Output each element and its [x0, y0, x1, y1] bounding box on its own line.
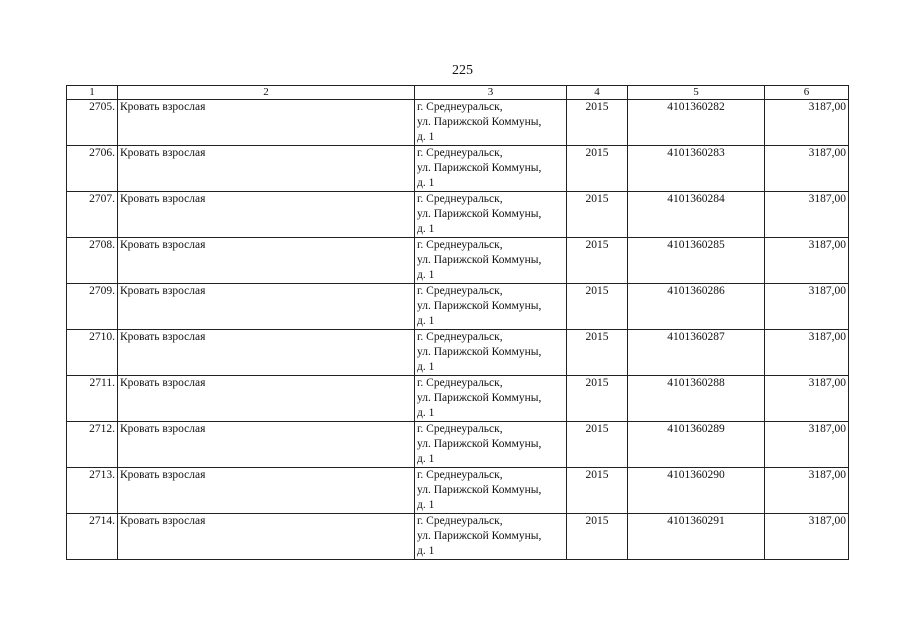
- column-header-3: 3: [415, 86, 567, 100]
- inventory-number: 4101360283: [628, 146, 765, 192]
- address-street: ул. Парижской Коммуны,: [417, 116, 542, 128]
- table-row: [67, 100, 849, 146]
- item-name: Кровать взрослая: [118, 192, 415, 238]
- item-year: 2015: [567, 376, 628, 422]
- item-cost: 3187,00: [765, 376, 849, 422]
- address-building: д. 1: [417, 499, 435, 511]
- inventory-number: 4101360291: [628, 514, 765, 560]
- row-number: 2707.: [67, 192, 118, 238]
- item-cost: 3187,00: [765, 146, 849, 192]
- address-city: г. Среднеуральск,: [417, 331, 503, 343]
- table-row: [67, 238, 849, 284]
- item-name: Кровать взрослая: [118, 284, 415, 330]
- item-year: 2015: [567, 330, 628, 376]
- row-number: 2713.: [67, 468, 118, 514]
- table-row: [67, 514, 849, 560]
- row-number: 2714.: [67, 514, 118, 560]
- address-city: г. Среднеуральск,: [417, 377, 503, 389]
- item-name: Кровать взрослая: [118, 422, 415, 468]
- header-row: [67, 86, 849, 100]
- address-street: ул. Парижской Коммуны,: [417, 162, 542, 174]
- page-number: 225: [452, 63, 473, 78]
- item-name: Кровать взрослая: [118, 376, 415, 422]
- address-building: д. 1: [417, 177, 435, 189]
- table-row: [67, 330, 849, 376]
- address-city: г. Среднеуральск,: [417, 423, 503, 435]
- item-address: [415, 238, 567, 284]
- inventory-number: 4101360286: [628, 284, 765, 330]
- address-building: д. 1: [417, 223, 435, 235]
- address-city: г. Среднеуральск,: [417, 147, 503, 159]
- item-year: 2015: [567, 100, 628, 146]
- address-building: д. 1: [417, 545, 435, 557]
- address-city: г. Среднеуральск,: [417, 239, 503, 251]
- inventory-number: 4101360282: [628, 100, 765, 146]
- item-year: 2015: [567, 192, 628, 238]
- row-number: 2709.: [67, 284, 118, 330]
- address-building: д. 1: [417, 269, 435, 281]
- address-street: ул. Парижской Коммуны,: [417, 392, 542, 404]
- table-row: [67, 468, 849, 514]
- column-header-5: 5: [628, 86, 765, 100]
- item-year: 2015: [567, 238, 628, 284]
- item-address: [415, 330, 567, 376]
- address-street: ул. Парижской Коммуны,: [417, 300, 542, 312]
- column-header-4: 4: [567, 86, 628, 100]
- item-cost: 3187,00: [765, 192, 849, 238]
- row-number: 2711.: [67, 376, 118, 422]
- table-row: [67, 284, 849, 330]
- property-registry-table: [66, 85, 849, 560]
- address-building: д. 1: [417, 361, 435, 373]
- item-year: 2015: [567, 146, 628, 192]
- item-address: [415, 376, 567, 422]
- address-building: д. 1: [417, 315, 435, 327]
- item-name: Кровать взрослая: [118, 514, 415, 560]
- item-address: [415, 192, 567, 238]
- address-building: д. 1: [417, 407, 435, 419]
- item-address: [415, 146, 567, 192]
- table-row: [67, 422, 849, 468]
- item-cost: 3187,00: [765, 422, 849, 468]
- address-street: ул. Парижской Коммуны,: [417, 346, 542, 358]
- table-row: [67, 146, 849, 192]
- column-header-6: 6: [765, 86, 849, 100]
- address-city: г. Среднеуральск,: [417, 285, 503, 297]
- table-header: [67, 86, 849, 100]
- address-city: г. Среднеуральск,: [417, 101, 503, 113]
- address-street: ул. Парижской Коммуны,: [417, 484, 542, 496]
- inventory-number: 4101360290: [628, 468, 765, 514]
- table-row: [67, 192, 849, 238]
- item-address: [415, 514, 567, 560]
- address-street: ул. Парижской Коммуны,: [417, 438, 542, 450]
- item-cost: 3187,00: [765, 284, 849, 330]
- item-cost: 3187,00: [765, 238, 849, 284]
- column-header-2: 2: [118, 86, 415, 100]
- column-header-1: 1: [67, 86, 118, 100]
- item-name: Кровать взрослая: [118, 100, 415, 146]
- row-number: 2712.: [67, 422, 118, 468]
- inventory-number: 4101360287: [628, 330, 765, 376]
- item-address: [415, 422, 567, 468]
- inventory-number: 4101360284: [628, 192, 765, 238]
- table-body: [67, 100, 849, 560]
- address-city: г. Среднеуральск,: [417, 469, 503, 481]
- item-name: Кровать взрослая: [118, 468, 415, 514]
- address-building: д. 1: [417, 131, 435, 143]
- address-street: ул. Парижской Коммуны,: [417, 208, 542, 220]
- item-address: [415, 468, 567, 514]
- inventory-number: 4101360285: [628, 238, 765, 284]
- address-city: г. Среднеуральск,: [417, 193, 503, 205]
- item-name: Кровать взрослая: [118, 146, 415, 192]
- inventory-number: 4101360288: [628, 376, 765, 422]
- item-name: Кровать взрослая: [118, 330, 415, 376]
- inventory-number: 4101360289: [628, 422, 765, 468]
- row-number: 2705.: [67, 100, 118, 146]
- row-number: 2708.: [67, 238, 118, 284]
- item-year: 2015: [567, 422, 628, 468]
- address-street: ул. Парижской Коммуны,: [417, 254, 542, 266]
- item-year: 2015: [567, 514, 628, 560]
- item-cost: 3187,00: [765, 514, 849, 560]
- item-cost: 3187,00: [765, 330, 849, 376]
- item-year: 2015: [567, 284, 628, 330]
- address-city: г. Среднеуральск,: [417, 515, 503, 527]
- row-number: 2710.: [67, 330, 118, 376]
- item-year: 2015: [567, 468, 628, 514]
- address-street: ул. Парижской Коммуны,: [417, 530, 542, 542]
- item-cost: 3187,00: [765, 100, 849, 146]
- address-building: д. 1: [417, 453, 435, 465]
- item-cost: 3187,00: [765, 468, 849, 514]
- item-address: [415, 284, 567, 330]
- table-row: [67, 376, 849, 422]
- item-name: Кровать взрослая: [118, 238, 415, 284]
- item-address: [415, 100, 567, 146]
- row-number: 2706.: [67, 146, 118, 192]
